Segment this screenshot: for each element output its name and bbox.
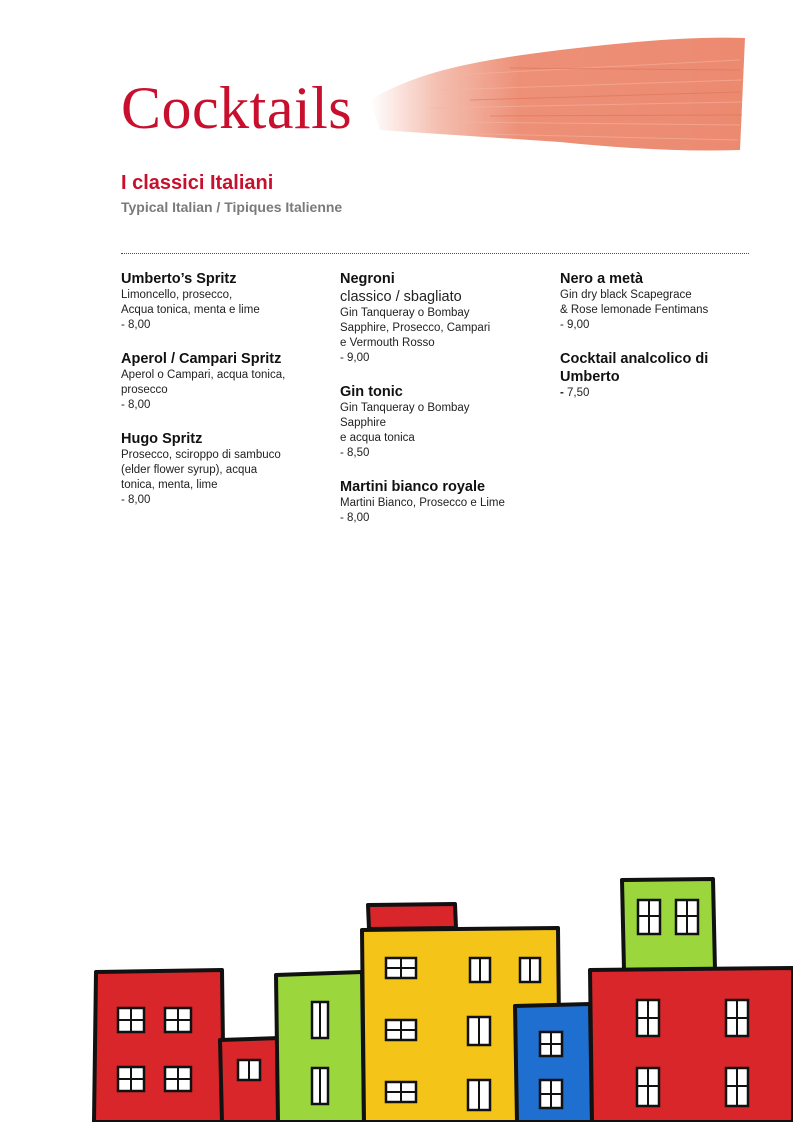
price-value: 7,50: [563, 387, 590, 399]
item-description: Martini Bianco, Prosecco e Lime: [340, 497, 505, 509]
menu-item: [340, 270, 540, 366]
item-description: Aperol o Campari, acqua tonica, prosecco: [121, 369, 286, 396]
item-name: Negroni: [340, 271, 395, 287]
item-name: Aperol / Campari Spritz: [121, 351, 282, 367]
item-price: [560, 386, 745, 401]
item-description: Gin Tanqueray o Bombay Sapphire, Prosecco, Campari e Vermouth Rosso: [340, 307, 491, 349]
item-price: - 8,00: [121, 319, 151, 331]
item-description: Prosecco, sciroppo di sambuco (elder flower syrup), acqua tonica, menta, lime: [121, 449, 281, 491]
menu-column-1: [121, 270, 326, 525]
colorful-houses-illustration: [0, 860, 793, 1122]
item-name: Gin tonic: [340, 384, 403, 400]
brush-stroke-decoration: [360, 30, 750, 160]
menu-item: [340, 383, 540, 461]
item-price: - 8,50: [340, 447, 370, 459]
menu-item: [560, 270, 745, 333]
menu-item: [121, 350, 326, 413]
price-dash: -: [560, 387, 564, 399]
page-title: Cocktails: [121, 75, 353, 141]
section-divider: [121, 253, 749, 254]
menu-item: [121, 270, 326, 333]
item-description: Gin dry black Scapegrace & Rose lemonade Fentimans: [560, 289, 709, 316]
section-title: I classici Italiani: [121, 172, 274, 194]
item-subtitle: classico / sbagliato: [340, 289, 462, 305]
menu-item: [121, 430, 326, 508]
item-name: Hugo Spritz: [121, 431, 203, 447]
section-subtitle: Typical Italian / Tipiques Italienne: [121, 199, 343, 215]
item-price: - 9,00: [560, 319, 590, 331]
item-name: Umberto’s Spritz: [121, 271, 237, 287]
item-description: Limoncello, prosecco, Acqua tonica, menta e lime: [121, 289, 260, 316]
menu-column-3: [560, 270, 745, 418]
item-price: - 8,00: [340, 512, 370, 524]
item-name: Cocktail analcolico di Umberto: [560, 351, 709, 385]
menu-item: [340, 478, 540, 526]
item-name: Nero a metà: [560, 271, 644, 287]
menu-column-2: [340, 270, 540, 543]
item-price: - 8,00: [121, 494, 151, 506]
item-name: Martini bianco royale: [340, 479, 486, 495]
item-price: - 9,00: [340, 352, 370, 364]
item-price: - 8,00: [121, 399, 151, 411]
item-description: Gin Tanqueray o Bombay Sapphire e acqua tonica: [340, 402, 470, 444]
menu-item: [560, 350, 745, 401]
